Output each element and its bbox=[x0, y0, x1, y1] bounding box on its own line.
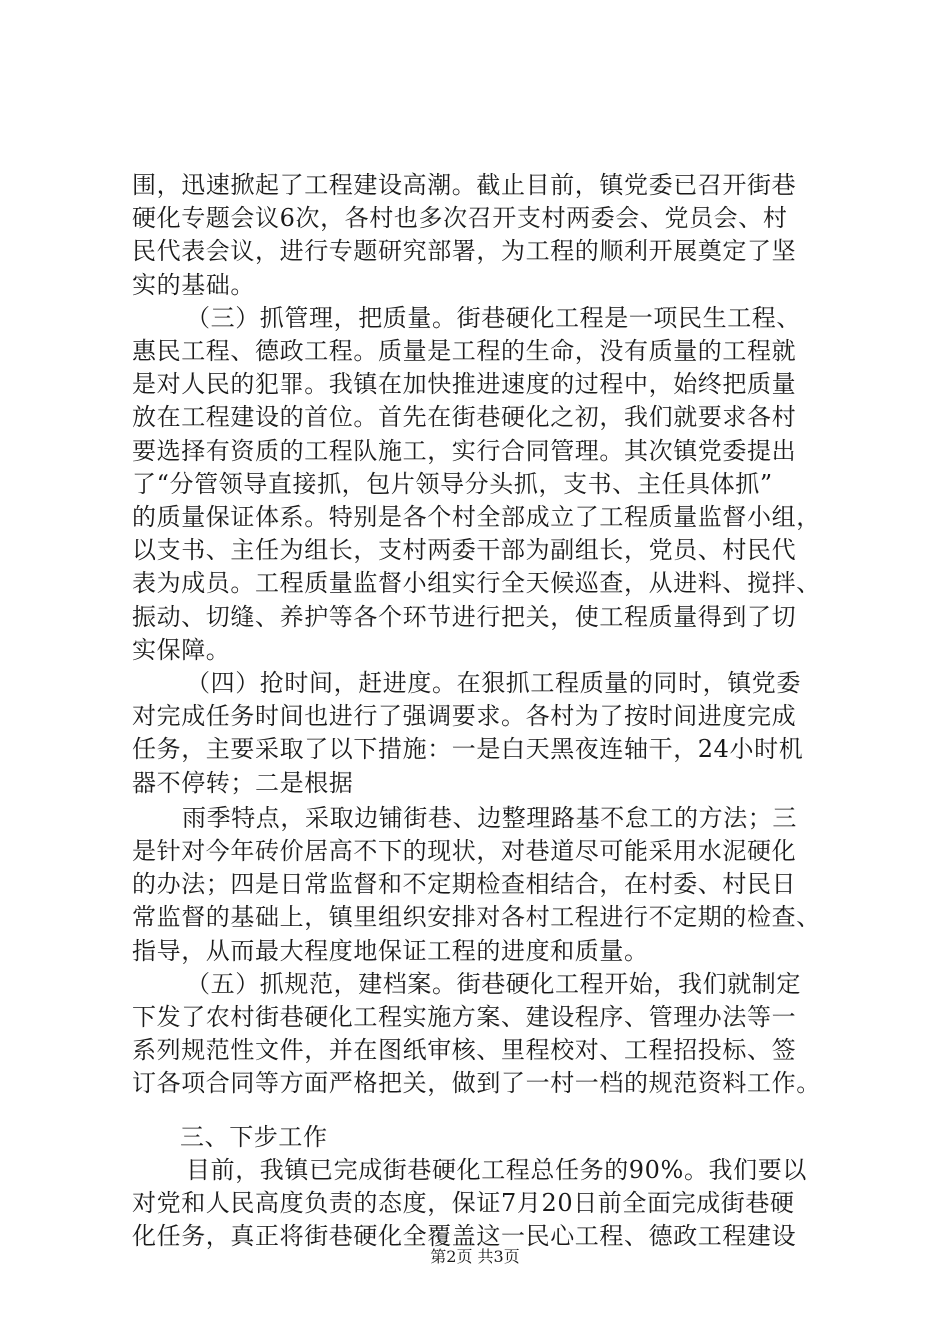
text-line: 放在工程建设的首位。首先在街巷硬化之初，我们就要求各村 bbox=[132, 403, 797, 431]
text-line: 对完成任务时间也进行了强调要求。各村为了按时间进度完成 bbox=[132, 702, 797, 730]
text-line: 以支书、主任为组长，支村两委干部为副组长，党员、村民代 bbox=[132, 536, 797, 564]
text-line: 雨季特点，采取边铺街巷、边整理路基不怠工的方法；三 bbox=[182, 804, 797, 832]
text-line: 是对人民的犯罪。我镇在加快推进速度的过程中，始终把质量 bbox=[132, 370, 797, 398]
section-heading-5: （五）抓规范，建档案。街巷硬化工程开始，我们就制定 bbox=[186, 970, 801, 998]
text-line: 常监督的基础上，镇里组织安排对各村工程进行不定期的检查、 bbox=[132, 903, 821, 931]
text-line: 化任务，真正将街巷硬化全覆盖这一民心工程、德政工程建设 bbox=[132, 1222, 797, 1250]
text-line: 硬化专题会议6次，各村也多次召开支村两委会、党员会、村 bbox=[132, 204, 788, 232]
text-line: 任务，主要采取了以下措施：一是白天黑夜连轴干，24小时机 bbox=[132, 735, 804, 763]
text-line: 振动、切缝、养护等各个环节进行把关，使工程质量得到了切 bbox=[132, 603, 797, 631]
text-line: 要选择有资质的工程队施工，实行合同管理。其次镇党委提出 bbox=[132, 437, 797, 465]
text-line: 的质量保证体系。特别是各个村全部成立了工程质量监督小组， bbox=[132, 503, 821, 531]
text-line: 围，迅速掀起了工程建设高潮。截止目前，镇党委已召开街巷 bbox=[132, 171, 797, 199]
section-heading-3: （三）抓管理，把质量。街巷硬化工程是一项民生工程、 bbox=[186, 304, 801, 332]
text-line: 了“分管领导直接抓，包片领导分头抓，支书、主任具体抓” bbox=[132, 470, 773, 498]
text-line: 民代表会议，进行专题研究部署，为工程的顺利开展奠定了坚 bbox=[132, 237, 797, 265]
text-line: 惠民工程、德政工程。质量是工程的生命，没有质量的工程就 bbox=[132, 337, 797, 365]
text-line: 订各项合同等方面严格把关，做到了一村一档的规范资料工作。 bbox=[132, 1069, 821, 1097]
text-line: 指导，从而最大程度地保证工程的进度和质量。 bbox=[132, 937, 649, 965]
text-line: 实保障。 bbox=[132, 636, 231, 664]
text-line: 是针对今年砖价居高不下的现状，对巷道尽可能采用水泥硬化 bbox=[132, 837, 797, 865]
section-heading-next-steps: 三、下步工作 bbox=[180, 1123, 328, 1151]
section-heading-4: （四）抢时间，赶进度。在狠抓工程质量的同时，镇党委 bbox=[186, 669, 801, 697]
text-line: 器不停转；二是根据 bbox=[132, 769, 354, 797]
text-line: 的办法；四是日常监督和不定期检查相结合，在村委、村民日 bbox=[132, 870, 797, 898]
text-line: 对党和人民高度负责的态度，保证7月20日前全面完成街巷硬 bbox=[132, 1189, 795, 1217]
text-line: 系列规范性文件，并在图纸审核、里程校对、工程招投标、签 bbox=[132, 1036, 797, 1064]
page-number-footer: 第2页 共3页 bbox=[430, 1247, 520, 1266]
text-line: 表为成员。工程质量监督小组实行全天候巡查，从进料、搅拌、 bbox=[132, 569, 821, 597]
text-line: 下发了农村街巷硬化工程实施方案、建设程序、管理办法等一 bbox=[132, 1003, 797, 1031]
text-line: 实的基础。 bbox=[132, 271, 255, 299]
text-line: 目前，我镇已完成街巷硬化工程总任务的90%。我们要以 bbox=[186, 1156, 807, 1184]
